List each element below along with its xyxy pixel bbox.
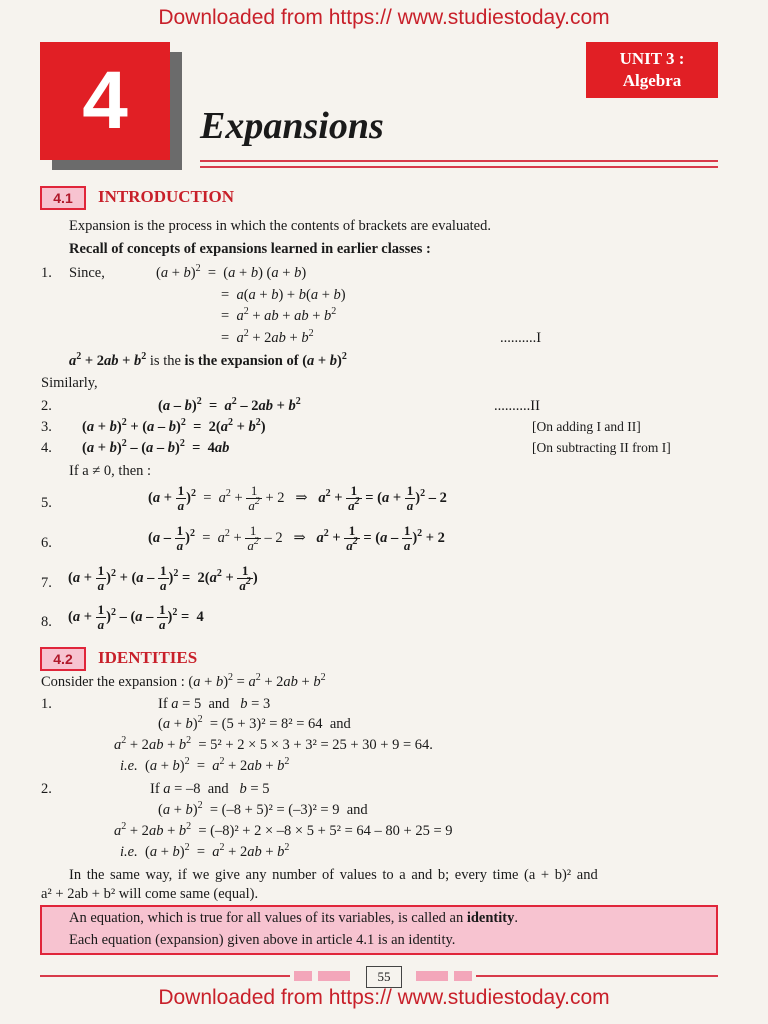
tag-II: ..........II	[494, 398, 540, 414]
footer-block-1	[294, 971, 312, 981]
item-5-formula: (a + $\frac{1}{a}$ )$^2 = a^2$ + $\frac{1}{a^2}$ + 2 ⇒ $a^2$ + $\frac{1}{a^2}$ = (a + $\frac{1}{a}$ )$^2$ – 2	[148, 483, 447, 513]
recall-heading: Recall of concepts of expansions learned in earlier classes :	[69, 241, 431, 257]
example-2-number: 2.	[41, 781, 52, 797]
item-6-formula: (a – $\frac{1}{a}$ )$^2 = a^2$ + $\frac{1}{a^2}$ – 2 ⇒ $a^2$ + $\frac{1}{a^2}$ = (a – $\frac{1}{a}$ )$^2$ + 2	[148, 523, 445, 553]
example-2-eval-2: = (–8)² + 2 × –8 × 5 + 5² = 64 – 80 + 25 = 9	[198, 823, 453, 839]
closing-line-1: In the same way, if we give any number of values to a and b; every time (a + b)² and	[69, 867, 598, 883]
footer-rule-right	[476, 975, 718, 977]
note-subtracting: [On subtracting II from I]	[532, 440, 671, 455]
page-number: 55	[366, 966, 402, 988]
example-2-ie: i.e. $(a + b)^2 = a^2 + 2ab + b^2$	[120, 842, 290, 860]
item-6-number: 6.	[41, 535, 52, 551]
item-1-since: Since,	[69, 265, 105, 281]
chapter-title: Expansions	[200, 105, 384, 147]
item-7-formula: (a + $\frac{1}{a}$ )$^2$ + (a – $\frac{1}{a}$ )$^2 = 2(a^2$ + $\frac{1}{a^2}$ )	[68, 563, 258, 593]
title-rule-1	[200, 160, 718, 162]
item-1-line4: = $a^2 + 2ab + b^2$	[221, 328, 314, 346]
identity-term: identity	[466, 910, 515, 926]
expansion-statement: $a^2 + 2ab + b^2$ is the is the expansion of $(a + b)^2$	[69, 351, 347, 369]
item-1-number: 1.	[41, 265, 52, 281]
footer-block-4	[454, 971, 472, 981]
tag-I: ..........I	[500, 330, 542, 346]
item-5-number: 5.	[41, 495, 52, 511]
intro-text: Expansion is the process in which the contents of brackets are evaluated.	[69, 218, 491, 234]
footer-block-3	[416, 971, 448, 981]
example-1-line2: $(a + b)^2 = (5 + 3)^2 = 8^2 = 64$ and	[158, 714, 351, 732]
example-2-eval-1: = (–8 + 5)² = (–3)² = 9	[209, 802, 340, 818]
item-8-number: 8.	[41, 614, 52, 630]
ie-label-1: i.e.	[120, 758, 138, 774]
watermark-bottom: Downloaded from https:// www.studiestoday.com	[158, 986, 610, 1009]
example-1-ie: i.e. $(a + b)^2 = a^2 + 2ab + b^2$	[120, 756, 290, 774]
item-4-formula: $(a + b)^2 - (a - b)^2 = 4ab$	[82, 438, 230, 456]
footer-block-2	[318, 971, 350, 981]
item-2-number: 2.	[41, 398, 52, 414]
title-rule-2	[200, 166, 718, 168]
item-8-formula: (a + $\frac{1}{a}$ )$^2$ – (a – $\frac{1}{a}$ )$^2$ = 4	[68, 602, 204, 632]
item-3-formula: $(a + b)^2 + (a - b)^2 = 2(a^2 + b^2)$	[82, 417, 266, 435]
item-1-line2: = a(a + b) + b(a + b)	[221, 287, 346, 303]
example-1-eval-1: = (5 + 3)² = 8² = 64	[209, 716, 323, 732]
section-number-4-2: 4.2	[40, 647, 86, 671]
unit-badge	[586, 42, 718, 98]
chapter-number: 4	[82, 55, 128, 146]
definition-line-1: An equation, which is true for all values of its variables, is called an identity.	[69, 910, 518, 926]
item-4-number: 4.	[41, 440, 52, 456]
consider-text: Consider the expansion : $(a + b)^2 = a^2 + 2ab + b^2$	[41, 672, 326, 690]
example-2-line3: $a^2 + 2ab + b^2 = (-8)^2 + 2 \times -8 \times 5 + 5^2 = 64 - 80 + 25 = 9$	[114, 821, 453, 839]
item-1-line3: = $a^2$ + ab + ab + $b^2$	[221, 306, 337, 324]
example-1-line3: $a^2 + 2ab + b^2 = 5^2 + 2 \times 5 \times 3 + 3^2 = 25 + 30 + 9 = 64$.	[114, 735, 433, 753]
section-title-introduction: INTRODUCTION	[98, 187, 235, 206]
similarly-text: Similarly,	[41, 375, 98, 391]
definition-text: An equation, which is true for all values of its variables, is called an	[69, 910, 464, 926]
example-1-number: 1.	[41, 696, 52, 712]
item-2-formula: $(a - b)^2 = a^2 - 2ab + b^2$	[158, 396, 301, 414]
unit-label: UNIT 3 :	[619, 49, 685, 68]
condition-text: If a ≠ 0, then :	[69, 463, 152, 479]
item-1-line1: $(a + b)^2 = (a + b)$ (a + b)	[156, 263, 307, 281]
definition-line-2: Each equation (expansion) given above in article 4.1 is an identity.	[69, 932, 456, 948]
section-title-identities: IDENTITIES	[98, 648, 198, 667]
note-adding: [On adding I and II]	[532, 419, 641, 434]
footer-rule-left	[40, 975, 290, 977]
example-2-line2: $(a + b)^2 = (-8 + 5)^2 = (-3)^2 = 9$ and	[158, 800, 368, 818]
example-1-eval-2: = 5² + 2 × 5 × 3 + 3² = 25 + 30 + 9 = 64.	[198, 737, 433, 753]
unit-subject: Algebra	[622, 71, 682, 90]
example-2-values: If a = –8 and b = 5	[150, 781, 270, 797]
ie-label-2: i.e.	[120, 844, 138, 860]
item-7-number: 7.	[41, 575, 52, 591]
consider-label: Consider the expansion :	[41, 674, 185, 690]
example-1-values: If a = 5 and b = 3	[158, 696, 271, 712]
item-3-number: 3.	[41, 419, 52, 435]
watermark-top: Downloaded from https:// www.studiestoday.com	[158, 6, 610, 29]
expansion-note: is the expansion of	[184, 353, 299, 369]
closing-line-2: a² + 2ab + b² will come same (equal).	[41, 886, 259, 902]
section-number-4-1: 4.1	[40, 186, 86, 210]
